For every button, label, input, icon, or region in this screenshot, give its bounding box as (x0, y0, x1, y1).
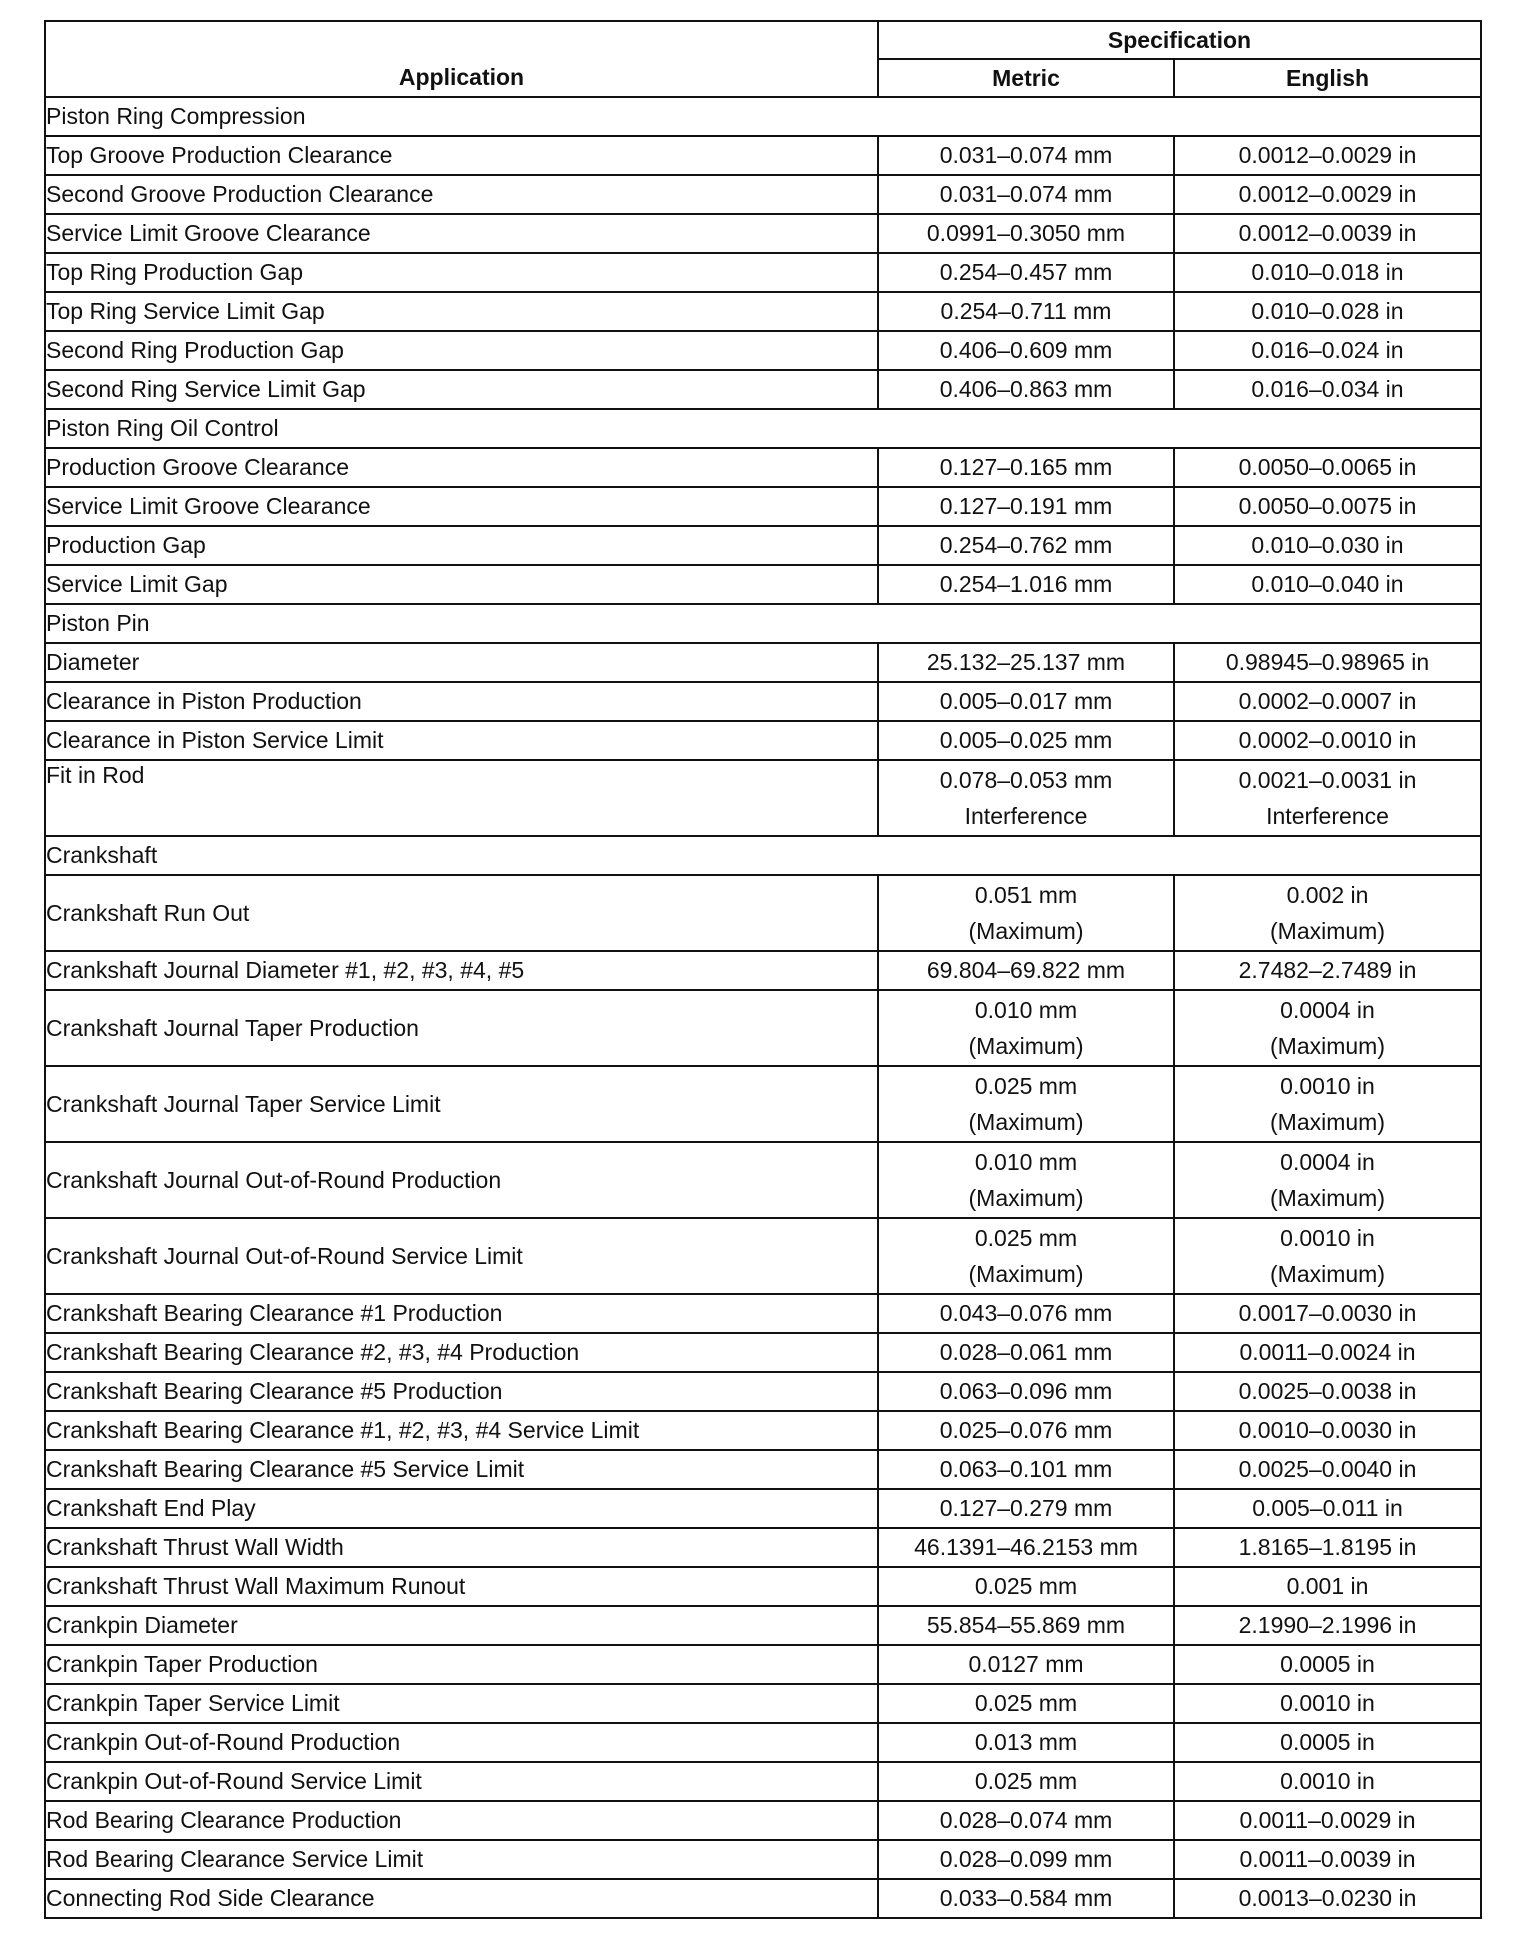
metric-value-cell (878, 1645, 1174, 1684)
application-cell: Clearance in Piston Production (45, 682, 878, 721)
english-value-cell (1174, 951, 1481, 990)
table-row (45, 682, 1481, 721)
table-row (45, 214, 1481, 253)
english-value-line: 0.0017–0.0030 in (1238, 1300, 1417, 1327)
english-value-line: 0.0025–0.0040 in (1238, 1456, 1417, 1483)
english-value-cell (1174, 1801, 1481, 1840)
metric-value-line: 0.025 mm (974, 1768, 1078, 1795)
english-value-cell (1174, 487, 1481, 526)
english-value-line: 0.0004 in (1280, 1149, 1375, 1175)
metric-value-cell (878, 1840, 1174, 1879)
english-value-line: 1.8165–1.8195 in (1238, 1534, 1417, 1561)
metric-value-cell (878, 760, 1174, 836)
metric-value-cell (878, 1411, 1174, 1450)
metric-value-line: 0.025 mm (974, 1573, 1078, 1600)
metric-value-line: 0.0127 mm (968, 1651, 1084, 1678)
english-value-cell (1174, 1372, 1481, 1411)
table-row (45, 1294, 1481, 1333)
metric-value-line: 0.031–0.074 mm (939, 181, 1113, 208)
table-row (45, 487, 1481, 526)
english-value-cell (1174, 370, 1481, 409)
metric-value-line: 0.025 mm (974, 1225, 1078, 1251)
table-header (45, 21, 1481, 97)
table-row (45, 1801, 1481, 1840)
english-value-cell (1174, 1723, 1481, 1762)
english-value-line: 0.0002–0.0010 in (1238, 727, 1417, 754)
application-cell: Crankshaft Thrust Wall Width (45, 1528, 878, 1567)
metric-value-line: 0.013 mm (974, 1729, 1078, 1756)
metric-value-line: 0.005–0.017 mm (939, 688, 1113, 715)
english-value-cell (1174, 1489, 1481, 1528)
application-cell: Crankpin Out-of-Round Production (45, 1723, 878, 1762)
english-value-cell (1174, 1879, 1481, 1918)
metric-value-line: 0.254–0.711 mm (940, 298, 1112, 325)
metric-value-cell (878, 1218, 1174, 1294)
english-value-cell (1174, 1840, 1481, 1879)
table-row (45, 370, 1481, 409)
application-cell: Crankshaft Bearing Clearance #1, #2, #3, #4 Service Limit (45, 1411, 878, 1450)
metric-value-line: (Maximum) (968, 1261, 1084, 1287)
english-value-cell (1174, 1411, 1481, 1450)
metric-value-line: 0.254–0.457 mm (939, 259, 1113, 286)
application-cell: Crankshaft Journal Taper Production (45, 990, 878, 1066)
english-value-cell (1174, 721, 1481, 760)
english-value-line: 0.0013–0.0230 in (1238, 1885, 1417, 1912)
english-value-cell (1174, 1450, 1481, 1489)
metric-value-cell (878, 682, 1174, 721)
metric-value-line: 0.078–0.053 mm (939, 767, 1113, 793)
english-value-line: 0.0021–0.0031 in (1238, 767, 1417, 793)
english-value-cell (1174, 1218, 1481, 1294)
application-cell: Crankshaft Bearing Clearance #5 Production (45, 1372, 878, 1411)
metric-value-line: (Maximum) (968, 918, 1084, 944)
english-value-line: (Maximum) (1270, 1185, 1385, 1211)
table-row (45, 721, 1481, 760)
application-cell: Crankshaft Bearing Clearance #5 Service Limit (45, 1450, 878, 1489)
metric-value-cell (878, 526, 1174, 565)
metric-value-cell (878, 214, 1174, 253)
english-value-cell (1174, 875, 1481, 951)
metric-value-line: 69.804–69.822 mm (926, 957, 1126, 984)
table-row (45, 1372, 1481, 1411)
english-value-line: (Maximum) (1270, 1109, 1385, 1135)
table-row (45, 1567, 1481, 1606)
metric-value-cell (878, 951, 1174, 990)
application-cell: Crankshaft Bearing Clearance #2, #3, #4 Production (45, 1333, 878, 1372)
english-value-line: 2.7482–2.7489 in (1238, 957, 1417, 984)
english-value-line: 0.0002–0.0007 in (1238, 688, 1417, 715)
application-cell: Production Groove Clearance (45, 448, 878, 487)
english-value-line: 0.0012–0.0039 in (1238, 220, 1417, 247)
metric-value-line: 0.028–0.074 mm (939, 1807, 1113, 1834)
metric-value-cell (878, 1142, 1174, 1218)
metric-value-line: 0.010 mm (974, 1149, 1078, 1175)
table-row (45, 565, 1481, 604)
metric-value-cell (878, 721, 1174, 760)
english-value-cell (1174, 526, 1481, 565)
metric-value-cell (878, 1372, 1174, 1411)
english-value-cell (1174, 214, 1481, 253)
english-value-cell (1174, 1294, 1481, 1333)
metric-value-line: 0.033–0.584 mm (939, 1885, 1113, 1912)
section-row (45, 604, 1481, 643)
application-cell: Crankshaft Journal Out-of-Round Production (45, 1142, 878, 1218)
metric-value-cell (878, 253, 1174, 292)
table-row (45, 1066, 1481, 1142)
metric-value-line: 0.031–0.074 mm (939, 142, 1113, 169)
metric-value-line: 0.127–0.279 mm (939, 1495, 1113, 1522)
metric-value-line: 0.0991–0.3050 mm (926, 220, 1126, 247)
metric-value-cell (878, 370, 1174, 409)
metric-value-cell (878, 487, 1174, 526)
english-value-line: 0.0050–0.0065 in (1238, 454, 1417, 481)
application-cell: Crankshaft Bearing Clearance #1 Production (45, 1294, 878, 1333)
english-value-cell (1174, 1528, 1481, 1567)
english-value-line: 0.0012–0.0029 in (1238, 142, 1417, 169)
english-value-cell (1174, 682, 1481, 721)
metric-value-line: 0.025 mm (974, 1690, 1078, 1717)
english-value-cell (1174, 253, 1481, 292)
application-cell: Crankpin Out-of-Round Service Limit (45, 1762, 878, 1801)
metric-value-cell (878, 1066, 1174, 1142)
application-cell: Crankshaft Journal Taper Service Limit (45, 1066, 878, 1142)
metric-value-cell (878, 1294, 1174, 1333)
application-cell: Service Limit Groove Clearance (45, 487, 878, 526)
english-value-line: 0.001 in (1286, 1573, 1369, 1600)
metric-value-line: 46.1391–46.2153 mm (914, 1534, 1138, 1561)
metric-value-line: 0.406–0.863 mm (939, 376, 1113, 403)
application-cell: Second Ring Service Limit Gap (45, 370, 878, 409)
application-cell: Crankpin Taper Production (45, 1645, 878, 1684)
specification-column-header: Specification (878, 21, 1481, 59)
section-title: Piston Pin (45, 604, 1481, 643)
application-cell: Diameter (45, 643, 878, 682)
english-value-line: 0.0004 in (1280, 997, 1375, 1023)
english-value-line: 0.0025–0.0038 in (1238, 1378, 1417, 1405)
english-value-line: 0.016–0.034 in (1251, 376, 1404, 403)
english-value-line: 0.016–0.024 in (1251, 337, 1404, 364)
application-cell: Service Limit Groove Clearance (45, 214, 878, 253)
section-title: Crankshaft (45, 836, 1481, 875)
metric-value-cell (878, 331, 1174, 370)
metric-value-cell (878, 1801, 1174, 1840)
english-value-cell (1174, 565, 1481, 604)
section-title: Piston Ring Oil Control (45, 409, 1481, 448)
section-title: Piston Ring Compression (45, 97, 1481, 136)
english-value-line: 2.1990–2.1996 in (1238, 1612, 1417, 1639)
metric-value-cell (878, 175, 1174, 214)
english-value-line: 0.98945–0.98965 in (1225, 649, 1430, 676)
table-row (45, 526, 1481, 565)
metric-value-cell (878, 1567, 1174, 1606)
metric-value-line: 0.043–0.076 mm (939, 1300, 1113, 1327)
table-row (45, 448, 1481, 487)
metric-value-line: 0.028–0.099 mm (939, 1846, 1113, 1873)
application-cell: Service Limit Gap (45, 565, 878, 604)
application-cell: Crankshaft Journal Out-of-Round Service Limit (45, 1218, 878, 1294)
application-cell: Clearance in Piston Service Limit (45, 721, 878, 760)
metric-value-cell (878, 292, 1174, 331)
table-row (45, 1840, 1481, 1879)
english-value-line: (Maximum) (1270, 918, 1385, 944)
metric-value-line: 0.028–0.061 mm (939, 1339, 1113, 1366)
application-cell: Crankshaft Thrust Wall Maximum Runout (45, 1567, 878, 1606)
application-cell: Crankshaft Journal Diameter #1, #2, #3, #4, #5 (45, 951, 878, 990)
metric-value-line: 0.051 mm (974, 882, 1078, 908)
english-value-cell (1174, 643, 1481, 682)
table-row (45, 1450, 1481, 1489)
english-value-line: 0.0010 in (1280, 1073, 1375, 1099)
table-row (45, 136, 1481, 175)
table-row (45, 760, 1481, 836)
table-row (45, 1723, 1481, 1762)
metric-value-cell (878, 1450, 1174, 1489)
english-value-line: 0.0011–0.0029 in (1239, 1807, 1416, 1834)
metric-value-line: 0.254–0.762 mm (939, 532, 1113, 559)
application-cell: Crankshaft Run Out (45, 875, 878, 951)
table-row (45, 1489, 1481, 1528)
table-row (45, 1879, 1481, 1918)
english-value-cell (1174, 1645, 1481, 1684)
english-value-line: 0.0011–0.0039 in (1239, 1846, 1416, 1873)
metric-value-line: 55.854–55.869 mm (926, 1612, 1126, 1639)
english-value-line: 0.0010 in (1280, 1225, 1375, 1251)
application-cell: Crankpin Diameter (45, 1606, 878, 1645)
english-value-line: Interference (1266, 803, 1389, 829)
table-row (45, 1606, 1481, 1645)
english-value-cell (1174, 1142, 1481, 1218)
metric-value-line: 0.127–0.165 mm (939, 454, 1113, 481)
application-cell: Top Groove Production Clearance (45, 136, 878, 175)
english-value-line: 0.0050–0.0075 in (1238, 493, 1417, 520)
application-cell: Production Gap (45, 526, 878, 565)
metric-value-line: 0.063–0.096 mm (939, 1378, 1113, 1405)
table-row (45, 175, 1481, 214)
table-row (45, 643, 1481, 682)
english-column-header: English (1174, 59, 1481, 97)
metric-value-cell (878, 1723, 1174, 1762)
application-cell: Crankpin Taper Service Limit (45, 1684, 878, 1723)
english-value-cell (1174, 331, 1481, 370)
application-cell: Connecting Rod Side Clearance (45, 1879, 878, 1918)
metric-value-cell (878, 1528, 1174, 1567)
english-value-cell (1174, 760, 1481, 836)
section-row (45, 409, 1481, 448)
metric-value-cell (878, 136, 1174, 175)
english-value-line: 0.0010–0.0030 in (1238, 1417, 1417, 1444)
application-cell: Rod Bearing Clearance Service Limit (45, 1840, 878, 1879)
metric-value-cell (878, 990, 1174, 1066)
metric-column-header: Metric (878, 59, 1174, 97)
table-row (45, 331, 1481, 370)
table-row (45, 1142, 1481, 1218)
table-row (45, 1528, 1481, 1567)
application-column-header: Application (45, 21, 878, 97)
english-value-line: 0.0005 in (1280, 1651, 1375, 1678)
metric-value-line: 0.005–0.025 mm (939, 727, 1113, 754)
english-value-line: 0.010–0.030 in (1251, 532, 1404, 559)
metric-value-line: 0.025 mm (974, 1073, 1078, 1099)
english-value-cell (1174, 1606, 1481, 1645)
metric-value-cell (878, 1333, 1174, 1372)
metric-value-line: (Maximum) (968, 1033, 1084, 1059)
metric-value-line: 0.254–1.016 mm (939, 571, 1113, 598)
table-row (45, 1333, 1481, 1372)
application-cell: Rod Bearing Clearance Production (45, 1801, 878, 1840)
table-row (45, 951, 1481, 990)
table-row (45, 1645, 1481, 1684)
english-value-line: 0.010–0.028 in (1251, 298, 1404, 325)
english-value-cell (1174, 1066, 1481, 1142)
english-value-cell (1174, 175, 1481, 214)
application-cell: Crankshaft End Play (45, 1489, 878, 1528)
english-value-line: 0.0011–0.0024 in (1239, 1339, 1416, 1366)
table-row (45, 990, 1481, 1066)
section-row (45, 97, 1481, 136)
english-value-line: 0.0010 in (1280, 1690, 1375, 1717)
english-value-line: 0.010–0.018 in (1251, 259, 1404, 286)
metric-value-line: Interference (964, 803, 1088, 829)
metric-value-cell (878, 1762, 1174, 1801)
english-value-cell (1174, 990, 1481, 1066)
metric-value-line: (Maximum) (968, 1185, 1084, 1211)
table-row (45, 253, 1481, 292)
metric-value-cell (878, 643, 1174, 682)
metric-value-line: (Maximum) (968, 1109, 1084, 1135)
application-cell: Fit in Rod (45, 760, 878, 836)
metric-value-line: 0.010 mm (974, 997, 1078, 1023)
english-value-line: 0.0012–0.0029 in (1238, 181, 1417, 208)
metric-value-cell (878, 565, 1174, 604)
metric-value-line: 0.025–0.076 mm (939, 1417, 1113, 1444)
table-row (45, 1218, 1481, 1294)
metric-value-line: 0.127–0.191 mm (939, 493, 1113, 520)
metric-value-cell (878, 1606, 1174, 1645)
metric-value-line: 0.406–0.609 mm (939, 337, 1113, 364)
table-row (45, 292, 1481, 331)
english-value-line: 0.002 in (1286, 882, 1369, 908)
table-row (45, 1684, 1481, 1723)
english-value-cell (1174, 1762, 1481, 1801)
metric-value-cell (878, 1684, 1174, 1723)
section-row (45, 836, 1481, 875)
header-row-top (45, 21, 1481, 59)
table-row (45, 875, 1481, 951)
metric-value-cell (878, 1489, 1174, 1528)
specification-table (44, 20, 1482, 1919)
metric-value-cell (878, 448, 1174, 487)
english-value-cell (1174, 292, 1481, 331)
table-row (45, 1411, 1481, 1450)
english-value-line: 0.0005 in (1280, 1729, 1375, 1756)
english-value-line: 0.005–0.011 in (1252, 1495, 1403, 1522)
english-value-line: 0.010–0.040 in (1251, 571, 1404, 598)
english-value-line: (Maximum) (1270, 1033, 1385, 1059)
english-value-line: (Maximum) (1270, 1261, 1385, 1287)
english-value-line: 0.0010 in (1280, 1768, 1375, 1795)
metric-value-line: 0.063–0.101 mm (939, 1456, 1113, 1483)
application-cell: Second Ring Production Gap (45, 331, 878, 370)
english-value-cell (1174, 448, 1481, 487)
metric-value-cell (878, 875, 1174, 951)
application-cell: Top Ring Service Limit Gap (45, 292, 878, 331)
english-value-cell (1174, 1333, 1481, 1372)
application-cell: Second Groove Production Clearance (45, 175, 878, 214)
table-body (45, 97, 1481, 1918)
english-value-cell (1174, 1684, 1481, 1723)
metric-value-cell (878, 1879, 1174, 1918)
english-value-cell (1174, 1567, 1481, 1606)
table-row (45, 1762, 1481, 1801)
english-value-cell (1174, 136, 1481, 175)
application-cell: Top Ring Production Gap (45, 253, 878, 292)
metric-value-line: 25.132–25.137 mm (926, 649, 1126, 676)
